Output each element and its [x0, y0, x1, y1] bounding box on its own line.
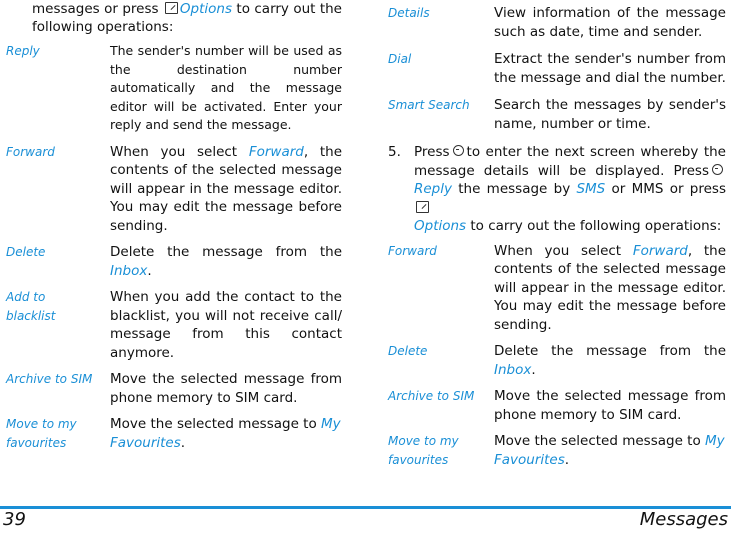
forward-term: Forward	[388, 243, 437, 258]
dial-term: Dial	[388, 52, 412, 66]
blacklist-desc: When you add the contact to the blacklist, you will not receive call/ message from this contact anymore.	[110, 289, 342, 361]
forward-term: Forward	[6, 144, 55, 159]
left-column	[6, 0, 342, 452]
delete-row	[6, 243, 342, 280]
favourites-term: Move to my favourites	[6, 417, 77, 450]
nav-key-icon	[712, 164, 723, 175]
softkey-icon	[416, 201, 429, 213]
dial-row	[388, 50, 726, 87]
delete-desc: Delete the message from the Inbox.	[110, 244, 342, 279]
delete-term: Delete	[6, 245, 46, 259]
favourites-row	[6, 415, 342, 452]
archive-desc: Move the selected message from phone memory to SIM card.	[494, 388, 726, 423]
blacklist-term: Add to blacklist	[6, 290, 56, 323]
dial-desc: Extract the sender's number from the message and dial the number.	[494, 51, 726, 86]
footer-rule	[0, 506, 731, 509]
forward-row	[6, 143, 342, 236]
reply-term: Reply	[6, 44, 40, 58]
right-column	[388, 4, 726, 469]
details-desc: View information of the message such as date, time and sender.	[494, 5, 726, 40]
favourites-term: Move to my favourites	[388, 434, 459, 467]
step-text: Press to enter the next screen whereby the message details will be displayed. PressReply the message by SMS or MMS or press Options to carry out the following operations:	[414, 144, 726, 234]
details-term: Details	[388, 6, 430, 20]
nav-key-icon	[453, 145, 464, 156]
forward-desc: When you select Forward, the contents of the selected message will appear in the message editor. You may edit the message before sending.	[494, 242, 726, 333]
intro-paragraph: messages or press Options to carry out the following operations:	[32, 1, 342, 35]
step-5	[388, 143, 726, 236]
archive-desc: Move the selected message from phone memory to SIM card.	[110, 371, 342, 406]
page-number: 39	[3, 509, 26, 530]
favourites-desc: Move the selected message to My Favourites.	[110, 416, 341, 451]
blacklist-row	[6, 288, 342, 362]
archive-term: Archive to SIM	[388, 389, 475, 403]
reply-row	[6, 42, 342, 135]
forward-row	[388, 242, 726, 335]
options-keyword: Options	[179, 1, 233, 17]
delete-desc: Delete the message from the Inbox.	[494, 343, 726, 378]
favourites-desc: Move the selected message to My Favourites.	[494, 433, 725, 468]
favourites-row	[388, 432, 726, 469]
delete-term: Delete	[388, 344, 428, 358]
section-title: Messages	[639, 509, 728, 530]
softkey-icon	[165, 2, 178, 14]
step-number: 5.	[388, 144, 401, 160]
archive-row	[388, 387, 726, 424]
smart-search-row	[388, 96, 726, 133]
smart-search-term: Smart Search	[388, 98, 470, 112]
archive-row	[6, 370, 342, 407]
smart-search-desc: Search the messages by sender's name, number or time.	[494, 97, 726, 132]
details-row	[388, 4, 726, 41]
archive-term: Archive to SIM	[6, 372, 93, 386]
delete-row	[388, 342, 726, 379]
reply-desc: The sender's number will be used as the destination number automatically and the message editor will be activated. Enter your reply and send the message.	[110, 43, 342, 132]
forward-desc: When you select Forward, the contents of the selected message will appear in the message editor. You may edit the message before sending.	[110, 143, 342, 234]
